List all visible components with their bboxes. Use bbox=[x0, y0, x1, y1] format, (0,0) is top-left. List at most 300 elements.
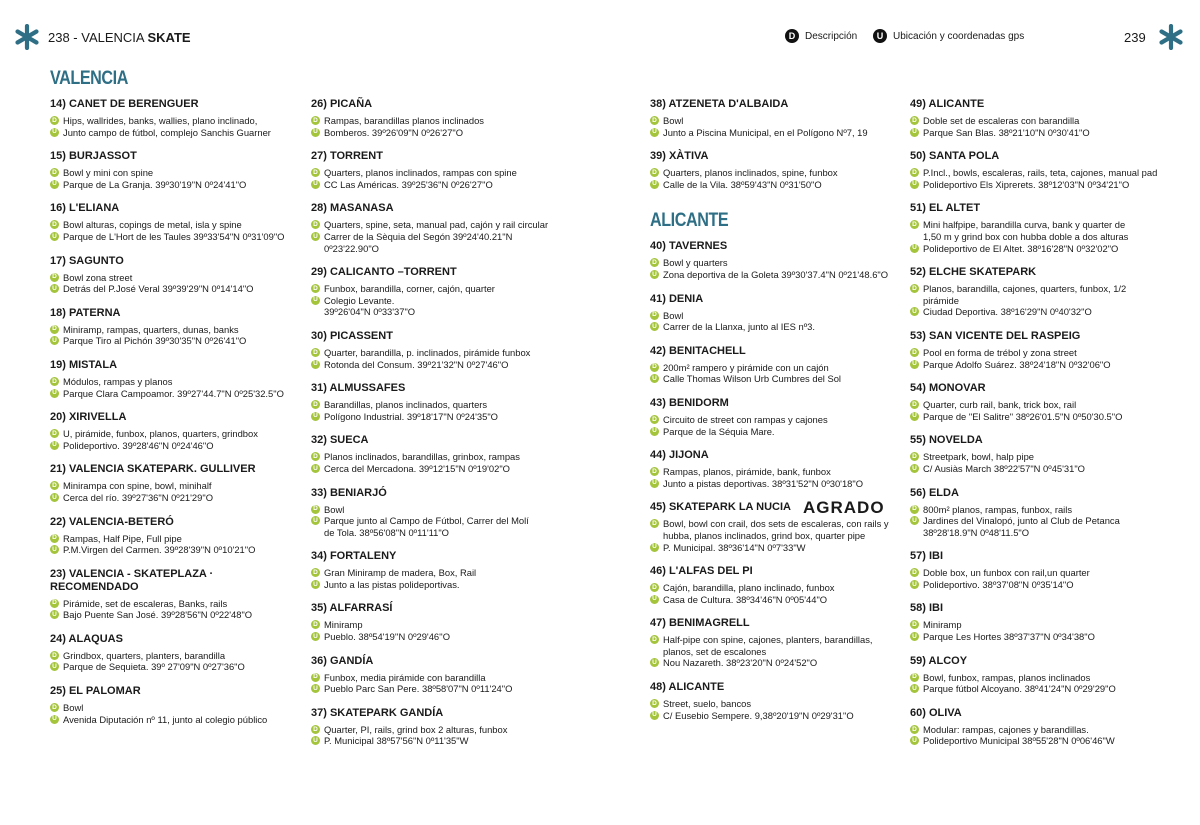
description-d-icon: D bbox=[50, 325, 59, 334]
skatepark-title bbox=[910, 150, 1160, 163]
description-text: P.Incl., bowls, escaleras, rails, teta, cajones, manual pad bbox=[923, 167, 1158, 179]
location-text: Calle Thomas Wilson Urb Cumbres del Sol bbox=[663, 373, 842, 385]
skatepark-entry bbox=[311, 550, 561, 590]
description-d-icon: D bbox=[50, 273, 59, 282]
skatepark-entry bbox=[910, 550, 1160, 590]
description-line bbox=[650, 310, 900, 322]
skatepark-title bbox=[650, 397, 900, 410]
skatepark-title bbox=[650, 498, 900, 518]
legend-description: D Descripción bbox=[785, 29, 857, 43]
location-line bbox=[311, 359, 561, 371]
location-line bbox=[311, 515, 561, 527]
skatepark-title bbox=[650, 617, 900, 630]
description-d-icon: D bbox=[910, 168, 919, 177]
description-line bbox=[50, 428, 300, 440]
description-line bbox=[910, 347, 1160, 359]
spot-list bbox=[910, 98, 1160, 747]
legend-location: U Ubicación y coordenadas gps bbox=[873, 29, 1024, 43]
description-text: Quarters, spine, seta, manual pad, cajón y rail circular bbox=[324, 219, 549, 231]
skatepark-entry bbox=[50, 307, 300, 347]
skatepark-title bbox=[910, 330, 1160, 343]
skatepark-title bbox=[311, 382, 561, 395]
skatepark-name: 26) PICAÑA bbox=[311, 98, 373, 110]
description-d-icon: D bbox=[50, 220, 59, 229]
description-line bbox=[311, 567, 561, 579]
skatepark-entry bbox=[910, 487, 1160, 539]
snowflake-logo-icon bbox=[14, 24, 40, 50]
location-text: Bomberos. 39º26'09"N 0º26'27"O bbox=[324, 126, 464, 138]
description-line bbox=[50, 702, 300, 714]
location-line bbox=[650, 269, 900, 281]
location-text: Detrás del P.José Veral 39º39'29"N 0º14'14"O bbox=[63, 283, 254, 295]
description-line bbox=[910, 399, 1160, 411]
skatepark-title bbox=[50, 150, 300, 163]
location-u-icon: U bbox=[650, 711, 659, 720]
skatepark-title bbox=[910, 266, 1160, 279]
description-line bbox=[50, 272, 300, 284]
skatepark-entry bbox=[650, 150, 900, 190]
description-d-icon: D bbox=[910, 568, 919, 577]
skatepark-name: 23) VALENCIA - SKATEPLAZA · RECOMENDADO bbox=[50, 567, 214, 593]
description-line bbox=[910, 724, 1160, 736]
skatepark-name: 18) PATERNA bbox=[50, 306, 121, 319]
skatepark-entry bbox=[650, 449, 900, 489]
location-text: de Tola. 38º56'08"N 0º11'11"O bbox=[324, 526, 449, 538]
location-text: Ciudad Deportiva. 38º16'29"N 0º40'32"O bbox=[923, 306, 1092, 318]
page-header bbox=[0, 24, 1200, 54]
description-text: Bowl, funbox, rampas, planos inclinados bbox=[923, 671, 1091, 683]
description-text: Rampas, planos, pirámide, bank, funbox bbox=[663, 466, 831, 478]
description-line bbox=[650, 167, 900, 179]
location-text: Parque de L'Hort de les Taules 39º33'54"N 0º31'09"O bbox=[63, 230, 285, 242]
skatepark-name: 27) TORRENT bbox=[311, 150, 383, 163]
skatepark-name: 41) DENIA bbox=[650, 292, 704, 305]
location-text: Nou Nazareth. 38º23'20"N 0º24'52"O bbox=[663, 657, 818, 669]
description-d-icon: D bbox=[311, 673, 320, 682]
location-line bbox=[311, 527, 561, 539]
skatepark-title bbox=[910, 98, 1160, 111]
description-text: Quarters, planos inclinados, rampas con spine bbox=[324, 167, 517, 179]
location-text: P. Municipal 38º57'56"N 0º11'35"W bbox=[324, 735, 469, 747]
location-u-icon: U bbox=[650, 543, 659, 552]
location-line bbox=[50, 231, 300, 243]
skatepark-title bbox=[50, 255, 300, 268]
location-line bbox=[910, 306, 1160, 318]
location-u-icon: U bbox=[910, 180, 919, 189]
skatepark-entry bbox=[50, 98, 300, 138]
location-u-icon: U bbox=[650, 595, 659, 604]
skatepark-name: 36) GANDÍA bbox=[311, 654, 374, 667]
skatepark-title bbox=[311, 434, 561, 447]
skatepark-name: 24) ALAQUAS bbox=[50, 632, 123, 645]
description-line bbox=[50, 376, 300, 388]
skatepark-title bbox=[650, 98, 900, 111]
location-line bbox=[650, 710, 900, 722]
description-text: Bowl y mini con spine bbox=[63, 167, 154, 179]
skatepark-entry bbox=[910, 707, 1160, 747]
location-line bbox=[650, 127, 900, 139]
skatepark-entry bbox=[50, 150, 300, 190]
skatepark-title bbox=[650, 240, 900, 253]
skatepark-title bbox=[910, 382, 1160, 395]
location-u-icon: U bbox=[910, 412, 919, 421]
location-text: Parque Clara Campoamor. 39º27'44.7"N 0º25'32.5"O bbox=[63, 387, 284, 399]
location-u-icon: U bbox=[50, 336, 59, 345]
region-heading-valencia: VALENCIA bbox=[50, 68, 128, 89]
description-line bbox=[910, 219, 1160, 231]
description-d-icon: D bbox=[311, 725, 320, 734]
location-u-icon: U bbox=[311, 516, 320, 525]
skatepark-entry bbox=[50, 568, 300, 621]
description-line bbox=[650, 646, 900, 658]
column-1 bbox=[50, 68, 300, 737]
description-text: Pirámide, set de escaleras, Banks, rails bbox=[63, 597, 228, 609]
description-line bbox=[50, 650, 300, 662]
spot-list bbox=[650, 240, 900, 721]
description-text: Gran Miniramp de madera, Box, Rail bbox=[324, 567, 477, 579]
location-text: CC Las Américas. 39º25'36"N 0º26'27"O bbox=[324, 178, 493, 190]
skatepark-title bbox=[650, 449, 900, 462]
description-d-icon: D bbox=[311, 452, 320, 461]
location-text: Parque de La Granja. 39º30'19"N 0º24'41"O bbox=[63, 178, 247, 190]
skatepark-entry bbox=[311, 202, 561, 254]
location-u-icon: U bbox=[50, 441, 59, 450]
skatepark-name: 42) BENITACHELL bbox=[650, 344, 746, 357]
skatepark-name: 33) BENIARJÓ bbox=[311, 486, 387, 499]
description-text: Miniramp bbox=[324, 619, 363, 631]
description-d-icon: D bbox=[910, 116, 919, 125]
skatepark-name: 52) ELCHE SKATEPARK bbox=[910, 266, 1037, 279]
location-u-icon: U bbox=[50, 389, 59, 398]
description-line bbox=[311, 115, 561, 127]
description-d-icon: D bbox=[311, 284, 320, 293]
skatepark-name: 55) NOVELDA bbox=[910, 434, 983, 447]
location-u-icon: U bbox=[910, 516, 919, 525]
location-line bbox=[50, 492, 300, 504]
location-u-icon: U bbox=[910, 128, 919, 137]
location-line bbox=[311, 631, 561, 643]
skatepark-name: 16) L'ELIANA bbox=[50, 202, 120, 215]
location-u-icon: U bbox=[50, 128, 59, 137]
skatepark-name: 43) BENIDORM bbox=[650, 396, 729, 409]
location-text: Parque San Blas. 38º21'10"N 0º30'41"O bbox=[923, 126, 1090, 138]
location-text: Parque Adolfo Suárez. 38º24'18"N 0º32'06"O bbox=[923, 358, 1111, 370]
location-line bbox=[50, 714, 300, 726]
spot-list bbox=[650, 98, 900, 190]
description-d-icon: D bbox=[910, 725, 919, 734]
skatepark-entry bbox=[311, 382, 561, 422]
snowflake-logo-icon bbox=[1158, 24, 1184, 50]
description-d-icon: D bbox=[50, 429, 59, 438]
location-u-icon: U bbox=[50, 662, 59, 671]
description-line bbox=[311, 399, 561, 411]
description-line bbox=[910, 115, 1160, 127]
location-u-icon: U bbox=[910, 464, 919, 473]
description-d-icon: D bbox=[311, 168, 320, 177]
skatepark-name: 45) SKATEPARK LA NUCIA bbox=[650, 501, 791, 514]
skatepark-entry bbox=[910, 655, 1160, 695]
skatepark-name: 22) VALENCIA-BETERÓ bbox=[50, 515, 174, 528]
skatepark-title bbox=[650, 345, 900, 358]
skatepark-title bbox=[50, 516, 300, 529]
skatepark-name: 38) ATZENETA D'ALBAIDA bbox=[650, 98, 789, 110]
description-line bbox=[311, 504, 561, 516]
skatepark-name: 51) EL ALTET bbox=[910, 202, 981, 215]
description-text: hubba, planos inclinados, grind box, quarter pipe bbox=[663, 529, 866, 541]
location-line bbox=[311, 127, 561, 139]
description-line bbox=[910, 451, 1160, 463]
location-text: Cerca del Mercadona. 39º12'15"N 0º19'02"O bbox=[324, 462, 510, 474]
location-line bbox=[50, 661, 300, 673]
location-u-icon: U bbox=[910, 244, 919, 253]
description-text: Quarter, barandilla, p. inclinados, pirámide funbox bbox=[324, 346, 531, 358]
skatepark-title bbox=[50, 411, 300, 424]
location-u-icon: U bbox=[311, 684, 320, 693]
location-text: Junto a Piscina Municipal, en el Polígono Nº7, 19 bbox=[663, 126, 868, 138]
skatepark-entry bbox=[311, 487, 561, 539]
skatepark-name: 35) ALFARRASÍ bbox=[311, 602, 393, 615]
location-u-icon: U bbox=[910, 307, 919, 316]
skatepark-name: 59) ALCOY bbox=[910, 654, 968, 667]
description-text: Bowl alturas, copings de metal, isla y spine bbox=[63, 219, 242, 231]
u-legend-icon: U bbox=[873, 29, 887, 43]
description-line bbox=[650, 518, 900, 530]
location-u-icon: U bbox=[650, 180, 659, 189]
skatepark-name: 54) MONOVAR bbox=[910, 382, 986, 395]
location-u-icon: U bbox=[650, 658, 659, 667]
skatepark-title bbox=[311, 487, 561, 500]
location-u-icon: U bbox=[311, 632, 320, 641]
skatepark-name: 39) XÀTIVA bbox=[650, 150, 709, 163]
description-d-icon: D bbox=[50, 651, 59, 660]
skatepark-title bbox=[311, 266, 561, 279]
description-line bbox=[311, 347, 561, 359]
description-d-icon: D bbox=[311, 348, 320, 357]
description-d-icon: D bbox=[650, 116, 659, 125]
description-text: Planos, barandilla, cajones, quarters, funbox, 1/2 pirámide bbox=[923, 283, 1127, 306]
description-text: Streetpark, bowl, halp pipe bbox=[923, 451, 1035, 463]
location-u-icon: U bbox=[650, 374, 659, 383]
skatepark-name: 58) IBI bbox=[910, 602, 944, 615]
location-text: Zona deportiva de la Goleta 39º30'37.4"N 0º21'48.6"O bbox=[663, 268, 889, 280]
description-d-icon: D bbox=[910, 620, 919, 629]
description-text: planos, set de escalones bbox=[663, 645, 767, 657]
location-text: Polígono Industrial. 39º18'17"N 0º24'35"O bbox=[324, 410, 498, 422]
description-d-icon: D bbox=[910, 452, 919, 461]
location-text: Rotonda del Consum. 39º21'32"N 0º27'46"O bbox=[324, 358, 509, 370]
location-text: Polideportivo. 38º37'08"N 0º35'14"O bbox=[923, 578, 1074, 590]
description-text: Cajón, barandilla, plano inclinado, funbox bbox=[663, 582, 835, 594]
location-u-icon: U bbox=[50, 180, 59, 189]
location-text: Parque fútbol Alcoyano. 38º41'24"N 0º29'29"O bbox=[923, 683, 1116, 695]
description-text: Grindbox, quarters, planters, barandilla bbox=[63, 649, 226, 661]
location-line bbox=[311, 735, 561, 747]
location-line bbox=[650, 542, 900, 554]
skatepark-title bbox=[910, 602, 1160, 615]
skatepark-title bbox=[650, 681, 900, 694]
skatepark-entry bbox=[50, 633, 300, 673]
location-line bbox=[910, 579, 1160, 591]
location-text: Carrer de la Llanxa, junto al IES nº3. bbox=[663, 321, 815, 333]
skatepark-entry bbox=[50, 202, 300, 242]
description-d-icon: D bbox=[910, 348, 919, 357]
skatepark-entry bbox=[910, 150, 1160, 190]
skatepark-name: 37) SKATEPARK GANDÍA bbox=[311, 706, 444, 719]
skatepark-title bbox=[311, 550, 561, 563]
location-line bbox=[50, 440, 300, 452]
location-text: Junto a pistas deportivas. 38º31'52"N 0º30'18"O bbox=[663, 477, 864, 489]
skatepark-entry bbox=[50, 685, 300, 725]
location-u-icon: U bbox=[50, 232, 59, 241]
skatepark-entry bbox=[50, 463, 300, 503]
description-line bbox=[910, 672, 1160, 684]
description-text: 1,50 m y grind box con hubba doble a dos alturas bbox=[923, 230, 1129, 242]
description-line bbox=[650, 466, 900, 478]
location-u-icon: U bbox=[50, 545, 59, 554]
description-d-icon: D bbox=[650, 699, 659, 708]
skatepark-entry bbox=[311, 266, 561, 318]
description-text: Bowl zona street bbox=[63, 271, 133, 283]
location-u-icon: U bbox=[311, 580, 320, 589]
location-text: Parque de la Séquia Mare. bbox=[663, 425, 775, 437]
skatepark-title bbox=[910, 550, 1160, 563]
description-text: Bowl, bowl con crail, dos sets de escaleras, con rails y bbox=[663, 518, 889, 530]
skatepark-title bbox=[50, 568, 300, 594]
description-line bbox=[910, 231, 1160, 243]
skatepark-entry bbox=[910, 266, 1160, 318]
location-line bbox=[910, 515, 1160, 527]
skatepark-title bbox=[650, 293, 900, 306]
location-text: 38º28'18.9"N 0º48'11.5"O bbox=[923, 526, 1030, 538]
skatepark-entry bbox=[50, 359, 300, 399]
description-text: Quarter, PI, rails, grind box 2 alturas, funbox bbox=[324, 723, 508, 735]
location-text: Casa de Cultura. 38º34'46"N 0º05'44"O bbox=[663, 593, 828, 605]
description-line bbox=[311, 619, 561, 631]
location-text: Junto a las pistas polideportivas. bbox=[324, 578, 460, 590]
location-line bbox=[910, 735, 1160, 747]
description-text: Doble set de escaleras con barandilla bbox=[923, 115, 1080, 126]
description-d-icon: D bbox=[311, 505, 320, 514]
description-d-icon: D bbox=[650, 311, 659, 320]
location-line bbox=[50, 609, 300, 621]
location-u-icon: U bbox=[650, 479, 659, 488]
skatepark-entry bbox=[311, 655, 561, 695]
location-text: Polideportivo. 39º28'46"N 0º24'46"O bbox=[63, 439, 214, 451]
location-line bbox=[311, 579, 561, 591]
description-text: Barandillas, planos inclinados, quarters bbox=[324, 399, 488, 411]
skatepark-name: 14) CANET DE BERENGUER bbox=[50, 98, 199, 110]
location-text: Parque Les Hortes 38º37'37"N 0º34'38"O bbox=[923, 631, 1095, 643]
description-text: 800m² planos, rampas, funbox, rails bbox=[923, 503, 1073, 515]
skatepark-title bbox=[50, 307, 300, 320]
skatepark-entry bbox=[311, 707, 561, 747]
description-d-icon: D bbox=[311, 116, 320, 125]
left-page-label: 238 - VALENCIA SKATE bbox=[48, 30, 191, 45]
location-line bbox=[650, 657, 900, 669]
skatepark-entry bbox=[910, 98, 1160, 138]
description-text: 200m² rampero y pirámide con un cajón bbox=[663, 361, 829, 373]
description-line bbox=[650, 362, 900, 374]
location-text: Jardines del Vinalopó, junto al Club de Petanca bbox=[923, 515, 1120, 527]
location-text: Pueblo. 38º54'19''N 0º29'46''O bbox=[324, 631, 451, 643]
description-text: U, pirámide, funbox, planos, quarters, grindbox bbox=[63, 428, 258, 440]
skatepark-title bbox=[50, 633, 300, 646]
description-d-icon: D bbox=[650, 519, 659, 528]
location-u-icon: U bbox=[910, 736, 919, 745]
location-text: Polideportivo de El Altet. 38º16'28"N 0º32'02"O bbox=[923, 242, 1119, 254]
skatepark-name: 50) SANTA POLA bbox=[910, 150, 1000, 163]
location-line bbox=[311, 306, 561, 318]
skatepark-entry bbox=[650, 617, 900, 669]
description-d-icon: D bbox=[650, 363, 659, 372]
column-3 bbox=[650, 98, 900, 733]
column-4 bbox=[910, 98, 1160, 759]
location-text: Parque junto al Campo de Fútbol, Carrer del Molí bbox=[324, 515, 529, 527]
location-line bbox=[50, 283, 300, 295]
skatepark-title bbox=[50, 685, 300, 698]
description-text: Quarter, curb rail, bank, trick box, rail bbox=[923, 399, 1077, 411]
location-u-icon: U bbox=[50, 715, 59, 724]
location-line bbox=[311, 683, 561, 695]
description-text: Modular: rampas, cajones y barandillas. bbox=[923, 723, 1089, 735]
description-text: Bowl y quarters bbox=[663, 257, 728, 269]
skatepark-entry bbox=[650, 498, 900, 553]
location-line bbox=[910, 127, 1160, 139]
skatepark-entry bbox=[311, 602, 561, 642]
column-2 bbox=[311, 98, 561, 759]
location-u-icon: U bbox=[650, 322, 659, 331]
description-line bbox=[650, 257, 900, 269]
skatepark-title bbox=[50, 202, 300, 215]
location-u-icon: U bbox=[50, 493, 59, 502]
skatepark-entry bbox=[650, 681, 900, 721]
location-line bbox=[910, 359, 1160, 371]
description-d-icon: D bbox=[50, 534, 59, 543]
description-d-icon: D bbox=[910, 220, 919, 229]
location-u-icon: U bbox=[311, 180, 320, 189]
location-line bbox=[311, 411, 561, 423]
d-legend-icon: D bbox=[785, 29, 799, 43]
description-text: Bowl bbox=[663, 309, 684, 321]
location-u-icon: U bbox=[650, 427, 659, 436]
description-text: Funbox, media pirámide con barandilla bbox=[324, 671, 486, 683]
skatepark-title bbox=[311, 202, 561, 215]
description-d-icon: D bbox=[311, 400, 320, 409]
location-line bbox=[650, 594, 900, 606]
description-line bbox=[50, 533, 300, 545]
skatepark-name: 19) MISTALA bbox=[50, 358, 118, 371]
description-line bbox=[311, 672, 561, 684]
description-line bbox=[650, 115, 900, 127]
location-line bbox=[650, 426, 900, 438]
location-text: Carrer de la Sèquia del Segón 39º24'40.21"N 0º23'22.90"O bbox=[324, 230, 513, 254]
location-line bbox=[650, 478, 900, 490]
skatepark-name: 44) JIJONA bbox=[650, 449, 709, 462]
location-line bbox=[650, 179, 900, 191]
location-u-icon: U bbox=[311, 736, 320, 745]
description-line bbox=[311, 167, 561, 179]
skatepark-entry bbox=[910, 602, 1160, 642]
description-d-icon: D bbox=[311, 620, 320, 629]
description-d-icon: D bbox=[311, 220, 320, 229]
location-u-icon: U bbox=[650, 128, 659, 137]
description-d-icon: D bbox=[650, 168, 659, 177]
description-line bbox=[50, 167, 300, 179]
skatepark-title bbox=[650, 565, 900, 578]
skatepark-name: 53) SAN VICENTE DEL RASPEIG bbox=[910, 329, 1081, 342]
skatepark-name: 49) ALICANTE bbox=[910, 98, 985, 110]
skatepark-entry bbox=[50, 516, 300, 556]
